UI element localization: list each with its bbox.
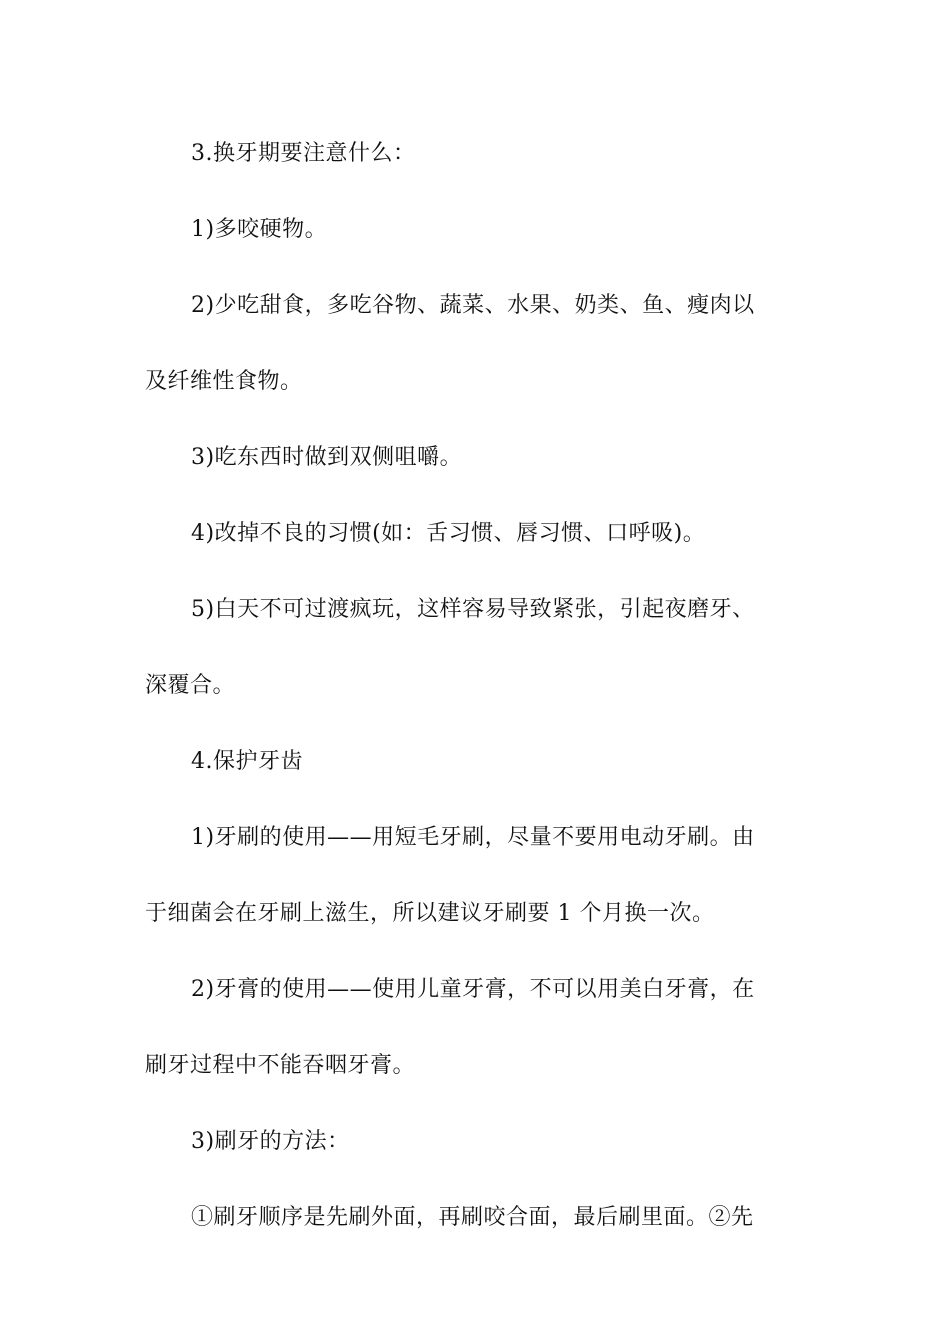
list-item-2: 2)少吃甜食，多吃谷物、蔬菜、水果、奶类、鱼、瘦肉以: [191, 293, 755, 318]
list-item-1: 1)多咬硬物。: [191, 217, 328, 242]
section-heading-protect-teeth: 4.保护牙齿: [191, 749, 303, 774]
protect-item-2: 2)牙膏的使用——使用儿童牙膏，不可以用美白牙膏，在: [191, 977, 755, 1002]
section-heading-teeth-change: 3.换牙期要注意什么：: [191, 141, 416, 166]
list-item-2-continued: 及纤维性食物。: [145, 369, 303, 394]
brushing-steps: ①刷牙顺序是先刷外面，再刷咬合面，最后刷里面。②先: [191, 1205, 754, 1230]
list-item-5: 5)白天不可过渡疯玩，这样容易导致紧张，引起夜磨牙、: [191, 597, 755, 622]
list-item-4: 4)改掉不良的习惯(如：舌习惯、唇习惯、口呼吸)。: [191, 521, 706, 546]
list-item-5-continued: 深覆合。: [145, 673, 236, 698]
list-item-3: 3)吃东西时做到双侧咀嚼。: [191, 445, 463, 470]
protect-item-1: 1)牙刷的使用——用短毛牙刷，尽量不要用电动牙刷。由: [191, 825, 755, 850]
protect-item-3: 3)刷牙的方法：: [191, 1129, 350, 1154]
protect-item-1-continued: 于细菌会在牙刷上滋生，所以建议牙刷要 1 个月换一次。: [145, 901, 715, 926]
document-body: [145, 124, 805, 1264]
protect-item-2-continued: 刷牙过程中不能吞咽牙膏。: [145, 1053, 416, 1078]
